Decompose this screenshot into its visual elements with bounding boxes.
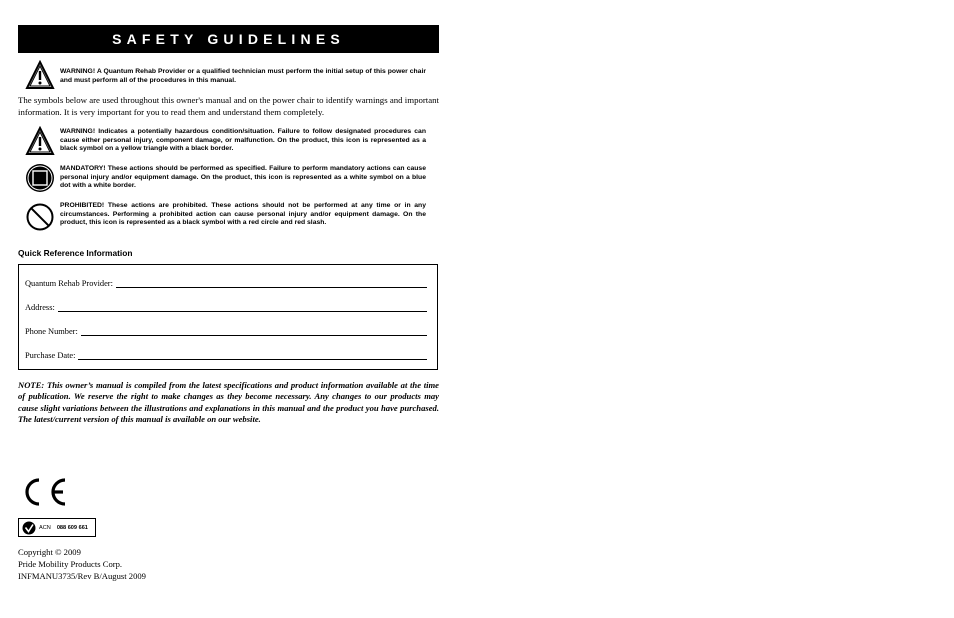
provider-field[interactable] (25, 278, 427, 288)
quick-reference-heading: Quick Reference Information (18, 248, 133, 258)
warning-definition-text: WARNING! Indicates a potentially hazardous condition/situation. Failure to follow designated procedures can cause either personal injury, component damage, or malfunction. On the product, this icon is represented as a black symbol on a yellow triangle with a black border. (60, 128, 426, 153)
phone-input-line[interactable] (81, 326, 427, 336)
quick-reference-box (18, 264, 438, 370)
ce-mark-logo (18, 476, 70, 508)
intro-paragraph: The symbols below are used throughout this owner's manual and on the power chair to identify warnings and important information. It is very important for you to read them and understand them completely. (18, 95, 439, 117)
phone-field[interactable] (25, 326, 427, 336)
acn-number: 088 609 661 (56, 524, 88, 531)
purchase-date-input-line[interactable] (78, 350, 427, 360)
setup-warning-text: WARNING! A Quantum Rehab Provider or a qualified technician must perform the initial setup of this power chair and must perform all of the procedures in this manual. (60, 68, 426, 84)
acn-check-icon (22, 521, 36, 535)
address-field[interactable] (25, 302, 427, 312)
purchase-date-label: Purchase Date: (25, 351, 76, 360)
prohibited-icon (25, 202, 55, 232)
prohibited-definition-text: PROHIBITED! These actions are prohibited. These actions should not be performed at any time or in any circumstances. Performing a prohibited action can cause personal injury and/or equipment damage. On the product, this icon is represented as a black symbol with a red circle and red slash. (60, 202, 426, 227)
address-label: Address: (25, 303, 55, 312)
acn-badge (18, 518, 96, 537)
company-name: Pride Mobility Products Corp. (18, 559, 123, 570)
provider-input-line[interactable] (116, 278, 427, 288)
warning-triangle-icon (25, 60, 55, 90)
phone-label: Phone Number: (25, 327, 78, 336)
document-id: INFMANU3735/Rev B/August 2009 (18, 571, 146, 582)
warning-triangle-icon (25, 126, 55, 156)
provider-label: Quantum Rehab Provider: (25, 279, 113, 288)
mandatory-definition-text: MANDATORY! These actions should be performed as specified. Failure to perform mandatory actions can cause personal injury and/or equipment damage. On the product, this icon is represented as a white symbol on a blue dot with a white border. (60, 165, 426, 190)
acn-prefix: ACN (39, 524, 51, 531)
copyright: Copyright © 2009 (18, 547, 81, 557)
page-title: SAFETY GUIDELINES (18, 25, 439, 53)
purchase-date-field[interactable] (25, 350, 427, 360)
mandatory-icon (25, 163, 55, 193)
manual-note: NOTE: This owner’s manual is compiled from the latest specifications and product information available at the time of publication. We reserve the right to make changes as they become necessary. Any changes to our products may cause slight variations between the illustrations and explanations in this manual and the product you have purchased. The latest/current version of this manual is available on our website. (18, 380, 439, 425)
address-input-line[interactable] (58, 302, 427, 312)
footer (18, 546, 146, 583)
